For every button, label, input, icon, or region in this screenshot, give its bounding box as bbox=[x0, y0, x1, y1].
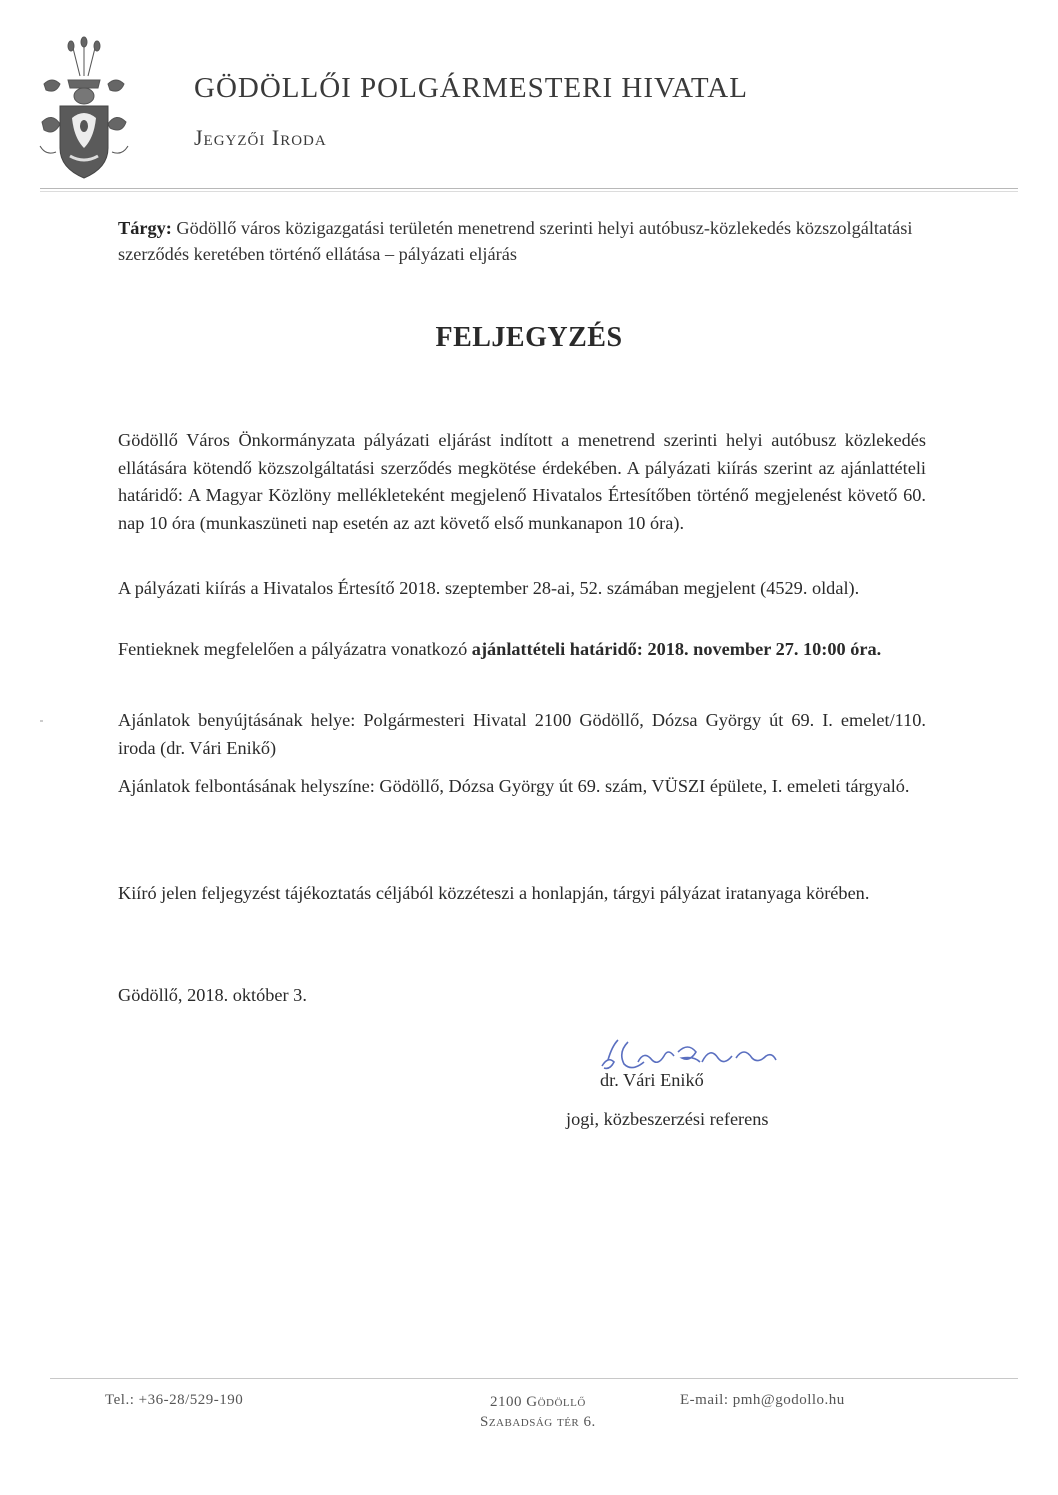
subject-line bbox=[118, 215, 918, 267]
paragraph-opening-place: Ajánlatok felbontásának helyszíne: Gödöllő, Dózsa György út 69. szám, VÜSZI épülete, I. emeleti tárgyaló. bbox=[118, 776, 910, 796]
footer-phone: Tel.: +36-28/529-190 bbox=[105, 1392, 244, 1408]
document-title: FELJEGYZÉS bbox=[435, 322, 623, 353]
footer-email: E-mail: pmh@godollo.hu bbox=[680, 1392, 845, 1408]
paragraph-submission-place: Ajánlatok benyújtásának helye: Polgármesteri Hivatal 2100 Gödöllő, Dózsa György út 69. I. emelet/110. iroda (dr. Vári Enikő) bbox=[118, 710, 926, 758]
paragraph-publication: A pályázati kiírás a Hivatalos Értesítő 2018. szeptember 28-ai, 52. számában megjelent (4529. oldal). bbox=[118, 578, 860, 598]
paragraph-publication-notice: Kiíró jelen feljegyzést tájékoztatás céljából közzéteszi a honlapján, tárgyi pályázat iratanyaga körében. bbox=[118, 883, 870, 903]
footer-address bbox=[480, 1392, 596, 1432]
signer-role: jogi, közbeszerzési referens bbox=[566, 1109, 769, 1129]
header-divider bbox=[40, 188, 1018, 192]
paragraph-deadline bbox=[118, 636, 926, 664]
coat-of-arms-icon bbox=[38, 36, 130, 182]
subject-label: Tárgy: bbox=[118, 218, 172, 238]
department-name: Jegyzői Iroda bbox=[194, 125, 327, 150]
deadline-bold: ajánlattételi határidő: 2018. november 27. 10:00 óra. bbox=[471, 639, 882, 659]
subject-text: Gödöllő város közigazgatási területén menetrend szerinti helyi autóbusz-közlekedés közszolgáltatási szerződés keretében történő ellátása – pályázati eljárás bbox=[118, 218, 913, 264]
signature-icon bbox=[598, 1032, 788, 1074]
footer-address-line2: Szabadság tér 6. bbox=[480, 1414, 596, 1430]
deadline-prefix: Fentieknek megfelelően a pályázatra vonatkozó bbox=[118, 639, 472, 659]
place-date: Gödöllő, 2018. október 3. bbox=[118, 985, 307, 1005]
footer-address-line1: 2100 Gödöllő bbox=[489, 1394, 586, 1410]
paragraph-tender-intro: Gödöllő Város Önkormányzata pályázati eljárást indított a menetrend szerinti helyi autóbusz közlekedés ellátására kötendő közszolgáltatási szerződés megkötése érdekében. A pályázati kiírás szerint az ajánlattételi határidő: A Magyar Közlöny mellékleteként megjelenő Hivatalos Értesítőben történő megjelenést követő 60. nap 10 óra (munkaszüneti nap esetén az azt követő első munkanapon 10 óra). bbox=[118, 430, 926, 533]
scan-speck bbox=[40, 720, 43, 722]
signer-name: dr. Vári Enikő bbox=[600, 1070, 704, 1090]
organization-name: GÖDÖLLŐI POLGÁRMESTERI HIVATAL bbox=[194, 72, 748, 104]
footer-divider bbox=[50, 1378, 1018, 1379]
